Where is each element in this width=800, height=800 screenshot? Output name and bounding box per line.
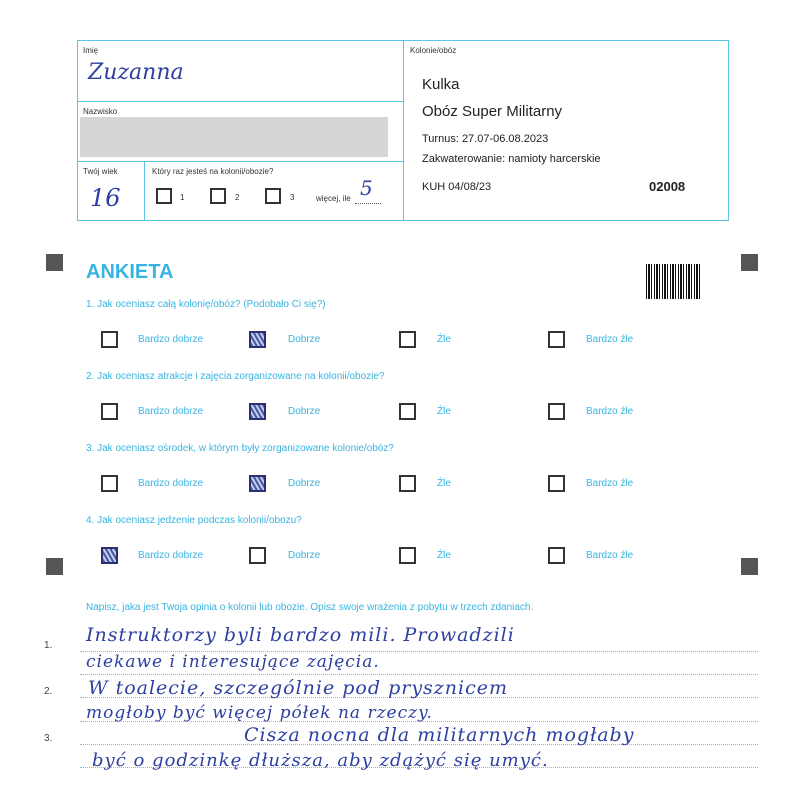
age-label: Twój wiek [83,167,118,176]
q1-option-bardzo-dobrze-checkbox[interactable] [101,331,118,348]
times-checkbox-3[interactable] [265,188,281,204]
camp-title: Obóz Super Militarny [422,103,563,120]
times-more-label: więcej, ile [316,194,351,203]
q3-option-zle-checkbox[interactable] [399,475,416,492]
surname-label: Nazwisko [83,107,118,116]
writing-line-2 [80,674,758,675]
q2-option-dobrze-checkbox[interactable] [249,403,266,420]
registration-marker-top-right [741,254,758,271]
q4-option-zle-label: Źle [437,550,451,561]
q3-option-bardzo-dobrze-checkbox[interactable] [101,475,118,492]
q3-option-zle-label: Źle [437,478,451,489]
name-label: Imię [83,46,99,55]
answer-line-3[interactable]: W toalecie, szczególnie pod prysznicem [88,677,509,699]
q2-option-bardzo-zle-label: Bardzo źle [586,406,634,417]
registration-marker-top-left [46,254,63,271]
q1-option-zle-checkbox[interactable] [399,331,416,348]
times-more-value[interactable]: 5 [360,176,373,200]
times-more-line [355,203,381,204]
question-2: 2. Jak oceniasz atrakcje i zajęcia zorganizowane na kolonii/obozie? [86,371,385,382]
answer-line-5[interactable]: Cisza nocna dla militarnych mogłaby [244,724,635,746]
times-checkbox-1[interactable] [156,188,172,204]
answer-line-4[interactable]: mogłoby być więcej półek na rzeczy. [86,703,433,723]
form-number: 02008 [649,179,686,194]
header-divider-vertical [403,40,404,221]
q2-option-zle-label: Źle [437,406,451,417]
q2-option-bardzo-dobrze-label: Bardzo dobrze [138,406,204,417]
times-option-2: 2 [235,193,240,202]
header-divider-surname [77,161,403,162]
q3-option-dobrze-checkbox[interactable] [249,475,266,492]
q4-option-bardzo-dobrze-checkbox[interactable] [101,547,118,564]
q1-option-dobrze-checkbox[interactable] [249,331,266,348]
camp-label: Kolonie/obóz [410,46,457,55]
q4-option-dobrze-label: Dobrze [288,550,321,561]
times-label: Który raz jesteś na kolonii/obozie? [152,167,274,176]
answer-line-2[interactable]: ciekawe i interesujące zajęcia. [86,652,380,672]
answer-line-6[interactable]: być o godzinkę dłuższa, aby zdążyć się umyć. [92,750,549,771]
q2-option-bardzo-dobrze-checkbox[interactable] [101,403,118,420]
camp-name: Kulka [422,76,460,93]
q1-option-bardzo-zle-label: Bardzo źle [586,334,634,345]
camp-code: KUH 04/08/23 [422,181,492,193]
line-number-1: 1. [44,640,53,651]
opinion-prompt: Napisz, jaka jest Twoja opinia o kolonii lub obozie. Opisz swoje wrażenia z pobytu w trzech zdaniach. [86,602,534,613]
q2-option-dobrze-label: Dobrze [288,406,321,417]
barcode [646,264,702,299]
q4-option-bardzo-dobrze-label: Bardzo dobrze [138,550,204,561]
age-value[interactable]: 16 [90,184,121,212]
surname-redaction [80,117,388,157]
q1-option-zle-label: Źle [437,334,451,345]
turnus: Turnus: 27.07-06.08.2023 [422,133,549,145]
q1-option-bardzo-dobrze-label: Bardzo dobrze [138,334,204,345]
question-4: 4. Jak oceniasz jedzenie podczas kolonii/obozu? [86,515,302,526]
q3-option-bardzo-zle-label: Bardzo źle [586,478,634,489]
q3-option-dobrze-label: Dobrze [288,478,321,489]
q3-option-bardzo-zle-checkbox[interactable] [548,475,565,492]
header-divider-age [144,161,145,221]
accommodation: Zakwaterowanie: namioty harcerskie [422,153,601,165]
q4-option-zle-checkbox[interactable] [399,547,416,564]
line-number-3: 3. [44,733,53,744]
answer-line-1[interactable]: Instruktorzy byli bardzo mili. Prowadzili [86,624,515,646]
q1-option-bardzo-zle-checkbox[interactable] [548,331,565,348]
question-1: 1. Jak oceniasz całą kolonię/obóz? (Podobało Ci się?) [86,299,326,310]
q1-option-dobrze-label: Dobrze [288,334,321,345]
q2-option-bardzo-zle-checkbox[interactable] [548,403,565,420]
q4-option-dobrze-checkbox[interactable] [249,547,266,564]
line-number-2: 2. [44,686,53,697]
times-option-1: 1 [180,193,185,202]
q3-option-bardzo-dobrze-label: Bardzo dobrze [138,478,204,489]
times-checkbox-2[interactable] [210,188,226,204]
registration-marker-bottom-left [46,558,63,575]
question-3: 3. Jak oceniasz ośrodek, w którym były zorganizowane kolonie/obóz? [86,443,394,454]
survey-title: ANKIETA [86,261,174,283]
registration-marker-bottom-right [741,558,758,575]
q2-option-zle-checkbox[interactable] [399,403,416,420]
q4-option-bardzo-zle-checkbox[interactable] [548,547,565,564]
name-value[interactable]: Zuzanna [88,60,184,85]
header-divider-name [77,101,403,102]
q4-option-bardzo-zle-label: Bardzo źle [586,550,634,561]
times-option-3: 3 [290,193,295,202]
